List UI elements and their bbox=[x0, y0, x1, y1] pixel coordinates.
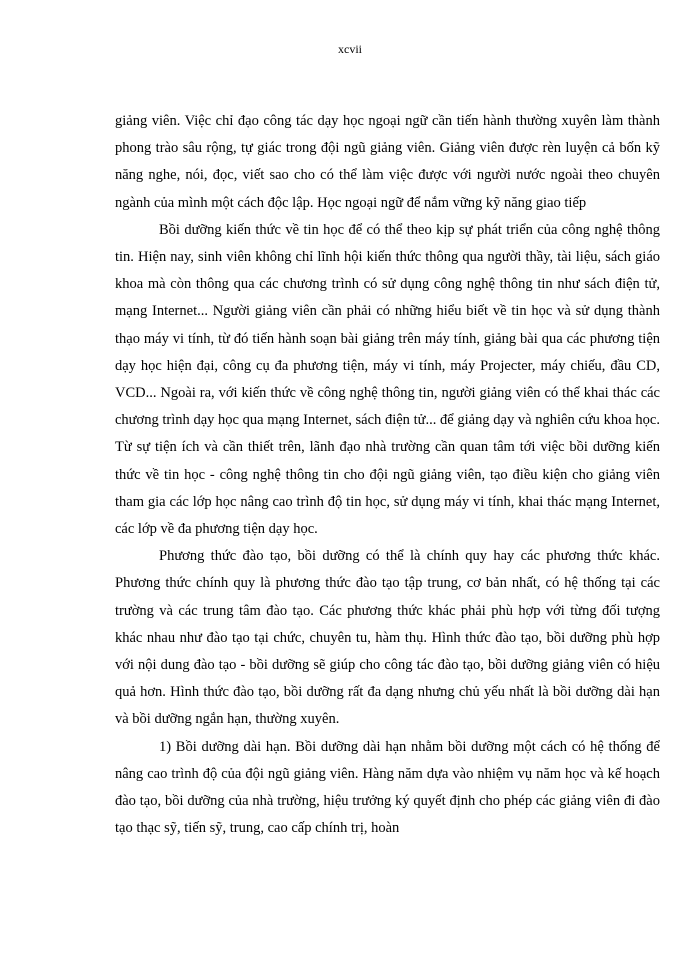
paragraph-it-training: Bồi dưỡng kiến thức về tin học để có thể theo kịp sự phát triển của công nghệ thông tin. Hiện nay, sinh viên không chỉ lĩnh hội kiến thức thông qua người thầy, tài liệu, sách giáo khoa mà còn thông qua các chương trình có sử dụng công nghệ thông tin như sách điện tử, mạng Internet... Người giảng viên cần phải có những hiểu biết về tin học và sử dụng thành thạo máy vi tính, từ đó tiến hành soạn bài giảng trên máy tính, giảng bài qua các phương tiện dạy học hiện đại, công cụ đa phương tiện, máy vi tính, máy Projecter, máy chiếu, đầu CD, VCD... Ngoài ra, với kiến thức về công nghệ thông tin, người giảng viên có thể khai thác các chương trình dạy học qua mạng Internet, sách điện tử... để giảng dạy và nghiên cứu khoa học. Từ sự tiện ích và cần thiết trên, lãnh đạo nhà trường cần quan tâm tới việc bồi dưỡng kiến thức về tin học - công nghệ thông tin cho đội ngũ giảng viên, tạo điều kiện cho giảng viên tham gia các lớp học nâng cao trình độ tin học, sử dụng máy vi tính, khai thác mạng Internet, các lớp về đa phương tiện dạy học. bbox=[115, 221, 660, 538]
paragraph-training-methods: Phương thức đào tạo, bồi dưỡng có thể là chính quy hay các phương thức khác. Phương thức chính quy là phương thức đào tạo tập trung, cơ bản nhất, có hệ thống tại các trường và các trung tâm đào tạo. Các phương thức khác phải phù hợp với từng đối tượng khác nhau như đào tạo tại chức, chuyên tu, hàm thụ. Hình thức đào tạo, bồi dưỡng phù hợp với nội dung đào tạo - bồi dưỡng sẽ giúp cho công tác đào tạo, bồi dưỡng giảng viên có hiệu quả hơn. Hình thức đào tạo, bồi dưỡng rất đa dạng nhưng chủ yếu nhất là bồi dưỡng dài hạn và bồi dưỡng ngắn hạn, thường xuyên. bbox=[115, 548, 660, 728]
paragraph-long-term-training: 1) Bồi dưỡng dài hạn. Bồi dưỡng dài hạn nhằm bồi dưỡng một cách có hệ thống để nâng cao trình độ của đội ngũ giảng viên. Hàng năm dựa vào nhiệm vụ năm học và kế hoạch đào tạo, bồi dưỡng của nhà trường, hiệu trưởng ký quyết định cho phép các giảng viên đi đào tạo thạc sỹ, tiến sỹ, trung, cao cấp chính trị, hoàn bbox=[115, 738, 660, 837]
paragraph-continuation: giảng viên. Việc chỉ đạo công tác dạy học ngoại ngữ cần tiến hành thường xuyên làm thành phong trào sâu rộng, tự giác trong đội ngũ giảng viên. Giảng viên được rèn luyện cả bốn kỹ năng nghe, nói, đọc, viết sao cho có thể làm việc được với người nước ngoài theo chuyên ngành của mình một cách độc lập. Học ngoại ngữ để nắm vững kỹ năng giao tiếp bbox=[115, 113, 660, 211]
document-body bbox=[115, 108, 660, 842]
page-number: xcvii bbox=[338, 42, 362, 56]
